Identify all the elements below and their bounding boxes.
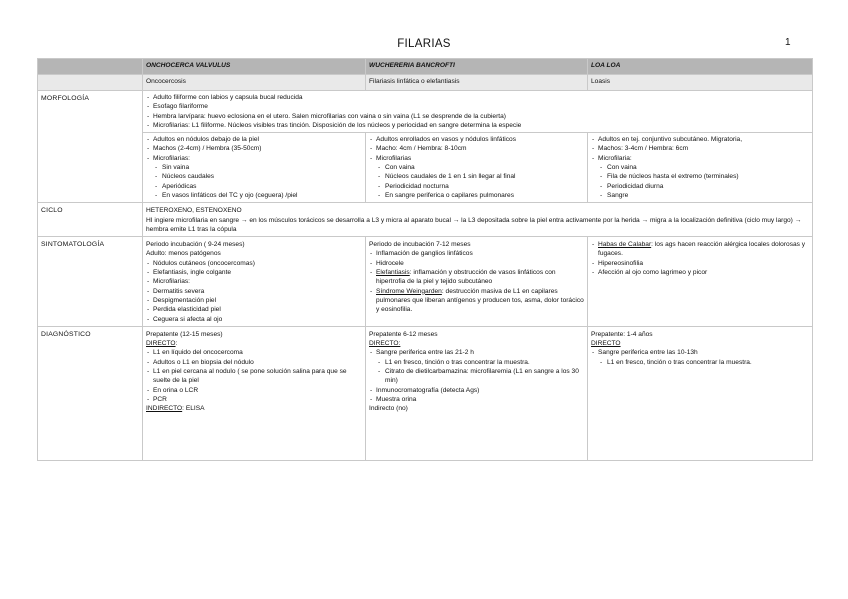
label-morfologia: MORFOLOGÍA [38,91,143,203]
list-item: - Sin vaina [146,163,362,172]
label-diagnostico: DIAGNÓSTICO [38,326,143,460]
list-item: - Núcleos caudales de 1 en 1 sin llegar al final [369,172,584,181]
list-item: - L1 en líquido del oncocercoma [146,348,362,357]
list-item: - En vasos linfáticos del TC y ojo (ceguera) /piel [146,191,362,200]
list-item: - Muestra orina [369,395,584,404]
disease-onchocerca: Oncocercosis [143,75,366,91]
ciclo-row [38,203,813,237]
diagnostico-wuchereria: Prepatente 6-12 meses DIRECTO: - Sangre periferica entre las 21-2 h - L1 en fresco, tinción o tras concentrar la muestra. - Citrato de dietilcarbamazina: microfilaremia (L1 en sangre a los 30 min) - Inmunocromatografía (detecta Ags) - Muestra orina Indirecto (no) [366,326,588,460]
diagnostico-row [38,326,813,460]
list-item: - Hipereosinofilia [591,259,809,268]
list-item: - L1 en piel cercana al nodulo ( se pone solución salina para que se suelte de la piel [146,367,362,386]
list-item: - Inflamación de ganglios linfáticos [369,249,584,258]
diagnostico-loa-loa: Prepatente: 1-4 años DIRECTO - Sangre periferica entre las 10-13h - L1 en fresco, tinción o tras concentrar la muestra. [588,326,813,460]
list-item: - Sangre periferica entre las 10-13h [591,348,809,357]
list-item: - L1 en fresco, tinción o tras concentrar la muestra. [591,358,809,367]
list-item: - Periodicidad nocturna [369,182,584,191]
list-item: - Microfilaria: [591,154,809,163]
morfologia-wuchereria [366,133,588,203]
ciclo-content [143,203,813,237]
list-item: - Síndrome Weingarden: destrucción masiva de L1 en capilares pulmonares que liberan antígenos y producen tos, asma, dolor torácico y eosinofilia. [369,287,584,315]
morfologia-onchocerca [143,133,366,203]
disease-loa-loa: Loasis [588,75,813,91]
list-item: - Hembra larvípara: huevo eclosiona en el utero. Salen microfilarias con vaina o sin vaina (L1 se desprende de la cubierta) [146,112,809,121]
sintomatologia-onchocerca: Periodo incubación ( 9-24 meses) Adulto: menos patógenos - Nódulos cutáneos (oncocercomas) - Elefantiasis, ingle colgante - Microfilarias: - Dermatitis severa - Despigmentación piel - Perdida elasticidad piel - Ceguera si afecta al ojo [143,237,366,327]
morfologia-general-row [38,91,813,133]
list-item: - Adulto filiforme con labios y capsula bucal reducida [146,93,809,102]
list-item: - Hidrocele [369,259,584,268]
list-item: - Fila de núcleos hasta el extremo (terminales) [591,172,809,181]
list-item: - Adultos en tej. conjuntivo subcutáneo. Migratoria, [591,135,809,144]
list-item: - Adultos o L1 en biopsia del nódulo [146,358,362,367]
list-item: - Ceguera si afecta al ojo [146,315,362,324]
sintomatologia-row [38,237,813,327]
list-item: - En orina o LCR [146,386,362,395]
header-row [38,59,813,75]
list-item: - Aperiódicas [146,182,362,191]
list-item: - Citrato de dietilcarbamazina: microfilaremia (L1 en sangre a los 30 min) [369,367,584,386]
list-item: - Esofago filariforme [146,102,809,111]
filarias-table [37,58,813,461]
list-item: - Macho: 4cm / Hembra: 8-10cm [369,144,584,153]
morfologia-species-row [38,133,813,203]
diagnostico-onchocerca: Prepatente (12-15 meses) DIRECTO: - L1 en líquido del oncocercoma - Adultos o L1 en biopsia del nódulo - L1 en piel cercana al nodulo ( se pone solución salina para que se suelte de la piel - En orina o LCR - PCR INDIRECTO: ELISA [143,326,366,460]
list-item: - Sangre periferica entre las 21-2 h [369,348,584,357]
list-item: - Habas de Calabar: los ags hacen reacción alérgica locales dolorosas y fugaces. [591,240,809,259]
list-item: - Periodicidad diurna [591,182,809,191]
header-empty [38,59,143,75]
header-wuchereria: WUCHERERIA BANCROFTI [366,59,588,75]
sintomatologia-loa-loa [588,237,813,327]
ciclo-type: HETEROXENO, ESTENOXENO [146,207,242,215]
list-item: - Microfilarias: L1 filiforme. Núcleos visibles tras tinción. Disposición de los núcleos y periocidad en sangre determina la especie [146,121,809,130]
list-item: - Con vaina [369,163,584,172]
list-item: - Elefantiasis, ingle colgante [146,268,362,277]
list-item: - Afección al ojo como lagrimeo y picor [591,268,809,277]
list-item: - Microfilarias [369,154,584,163]
header-onchocerca: ONCHOCERCA VALVULUS [143,59,366,75]
list-item: - Sangre [591,191,809,200]
list-item: - En sangre periferica o capilares pulmonares [369,191,584,200]
list-item: - Elefantiasis: inflamación y obstrucción de vasos linfáticos con hipertrofia de la piel y tejido subcutáneo [369,268,584,287]
list-item: - Adultos enrollados en vasos y nódulos linfáticos [369,135,584,144]
label-sintomatologia: SINTOMATOLOGÍA [38,237,143,327]
list-item: - Machos: 3-4cm / Hembra: 6cm [591,144,809,153]
morfologia-loa-loa [588,133,813,203]
list-item: - Núcleos caudales [146,172,362,181]
list-item: - Machos (2-4cm) / Hembra (35-50cm) [146,144,362,153]
page-title: FILARIAS [397,38,451,50]
morfologia-general [143,91,813,133]
label-ciclo: CICLO [38,203,143,237]
page-number: 1 [785,37,791,48]
list-item: - PCR [146,395,362,404]
sintomatologia-wuchereria: Periodo de incubación 7-12 meses - Inflamación de ganglios linfáticos - Hidrocele - Elefantiasis: inflamación y obstrucción de vasos linfáticos con hipertrofia de la piel y tejido subcutáneo - Síndrome Weingarden: destrucción masiva de L1 en capilares pulmonares que liberan antígenos y producen tos, asma, dolor torácico y eosinofilia. [366,237,588,327]
disease-row [38,75,813,91]
list-item: - Con vaina [591,163,809,172]
disease-wuchereria: Filariasis linfática o elefantiasis [366,75,588,91]
ciclo-description: HI ingiere microfilaria en sangre → en los músculos torácicos se desarrolla a L3 y micra al aparato bucal → la L3 depositada sobre la piel entra activamente por la herida → migra a la localización definitiva (ciclo muy largo) → hembra emite L1 tras la cópula [146,216,802,233]
list-item: - L1 en fresco, tinción o tras concentrar la muestra. [369,358,584,367]
list-item: - Dermatitis severa [146,287,362,296]
list-item: - Nódulos cutáneos (oncocercomas) [146,259,362,268]
list-item: - Microfilarias: [146,277,362,286]
header-loa-loa: LOA LOA [588,59,813,75]
list-item: - Microfilarias: [146,154,362,163]
list-item: - Adultos en nódulos debajo de la piel [146,135,362,144]
list-item: - Despigmentación piel [146,296,362,305]
list-item: - Inmunocromatografía (detecta Ags) [369,386,584,395]
list-item: - Perdida elasticidad piel [146,305,362,314]
